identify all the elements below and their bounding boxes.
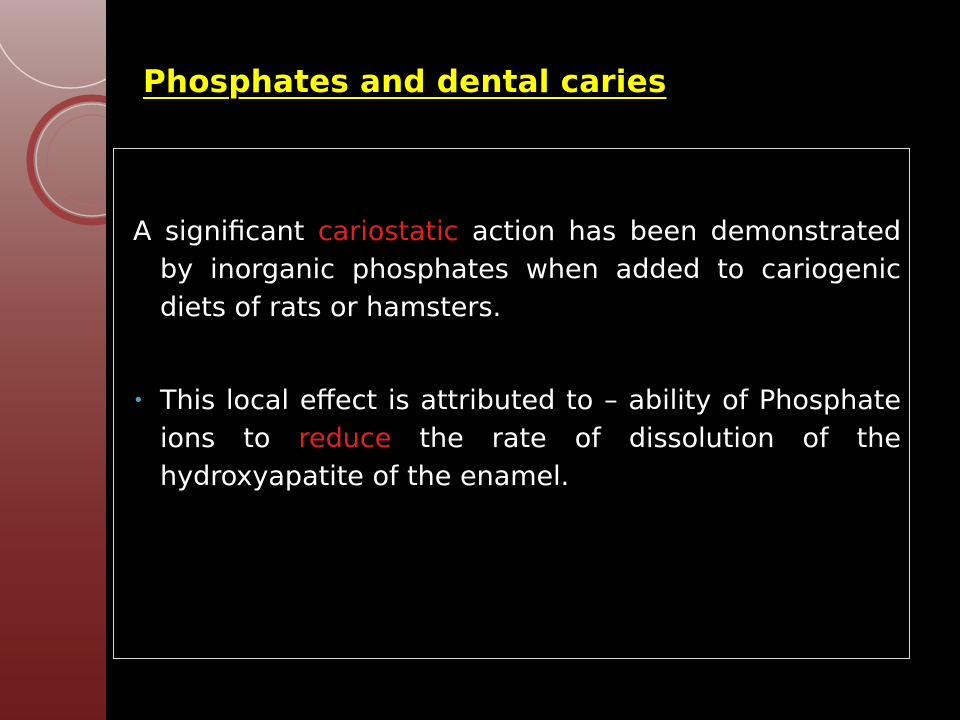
bullet-dot-icon: • [133,390,144,411]
slide-title: Phosphates and dental caries [143,64,667,100]
bullet-paragraph-local-effect [133,382,901,496]
decorative-circles-graphic [0,0,106,720]
paragraph1-text-after: action has been demonstrated by inorganic phosphates when added to cariogenic diets of rats or hamsters. [160,216,901,323]
highlight-reduce: reduce [298,423,392,454]
paragraph-cariostatic [133,213,901,327]
paragraph1-text-before: A significant [133,216,318,247]
highlight-cariostatic: cariostatic [317,216,459,247]
paragraph2-text-before: This local effect is attributed to – ability of Phosphate ions to [160,385,901,454]
paragraph2-text-after: the rate of dissolution of the hydroxyapatite of the enamel. [160,423,901,492]
decorative-side-band [0,0,106,720]
